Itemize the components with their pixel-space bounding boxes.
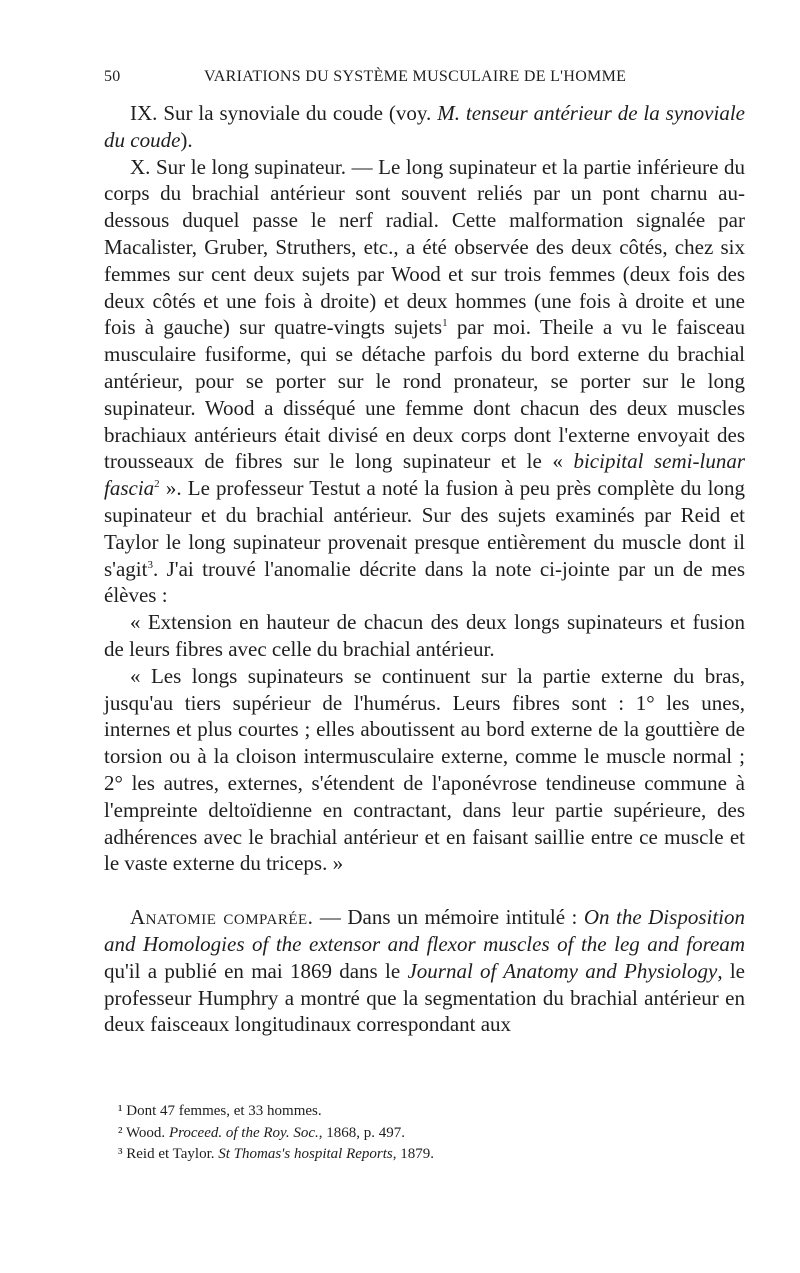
footnote-2: ² Wood. Proceed. of the Roy. Soc., 1868, p. 497. — [118, 1124, 405, 1141]
paragraph-synoviale: IX. Sur la synoviale du coude (voy. M. tenseur antérieur de la synoviale du coude). — [104, 101, 745, 152]
footnotes — [104, 1101, 745, 1166]
running-title: VARIATIONS DU SYSTÈME MUSCULAIRE DE L'HOMME — [204, 68, 627, 85]
quote-extension: « Extension en hauteur de chacun des deux longs supinateurs et fusion de leurs fibres avec celle du brachial antérieur. — [104, 610, 745, 661]
footnote-ref-1: 1 — [442, 317, 448, 330]
footnote-ref-3: 3 — [147, 558, 153, 571]
section-heading: Anatomie comparée. — [130, 905, 314, 930]
paragraph-long-supinateur: X. Sur le long supinateur. — Le long supinateur et la partie inférieure du corps du brachial antérieur sont souvent reliés par un pont charnu au-dessous duquel passe le nerf radial. Cette malformation signalée par Macalister, Gruber, Struthers, etc., a été observée des deux côtés, chez six femmes sur cent deux sujets par Wood et sur trois femmes (deux fois des deux côtés et une fois à droite) et deux hommes (une fois à droite et une fois à gauche) sur quatre-vingts sujets$^1$ par moi. Theile a vu le faisceau musculaire fusiforme, qui se détache parfois du bord externe du brachial antérieur, pour se porter sur le rond pronateur, se porter sur le long supinateur. Wood a disséqué une femme dont chacun des deux muscles brachiaux antérieurs était divisé en deux corps dont l'externe envoyait des trousseaux de fibres sur le long supinateur et le « bicipital semi-lunar fascia$^2$ ». Le professeur Testut a noté la fusion à peu près complète du long supinateur et du brachial antérieur. Sur des sujets examinés par Reid et Taylor le long supinateur provenait presque entièrement du muscle dont il s'agit$^3$. J'ai trouvé l'anomalie décrite dans la note ci-jointe par un de mes élèves : — [104, 154, 745, 608]
footnote-1: ¹ Dont 47 femmes, et 33 hommes. — [118, 1103, 322, 1119]
body-text — [104, 100, 745, 1038]
footnote-3: ³ Reid et Taylor. St Thomas's hospital Reports, 1879. — [118, 1146, 434, 1162]
footnote-ref-2: 2 — [154, 478, 160, 491]
quote-longs-supinateurs: « Les longs supinateurs se continuent sur la partie externe du bras, jusqu'au tiers supérieur de l'humérus. Leurs fibres sont : 1° les unes, internes et plus courtes ; elles aboutissent au bord externe de la gouttière de torsion ou à la cloison intermusculaire externe, comme le muscle normal ; 2° les autres, externes, s'étendent de l'aponévrose tendineuse commune à l'empreinte deltoïdienne en contractant, dans leur partie supérieure, des adhérences avec le brachial antérieur et en faisant saillie entre ce muscle et le vaste externe du triceps. » — [104, 663, 745, 876]
page-header — [104, 68, 744, 92]
page-number: 50 — [104, 68, 121, 85]
paragraph-anatomie-comparee: Anatomie comparée. — Dans un mémoire intitulé : On the Disposition and Homologies of the extensor and flexor muscles of the leg and foream qu'il a publié en mai 1869 dans le Journal of Anatomy and Physiology, le professeur Humphry a montré que la segmentation du brachial antérieur en deux faisceaux longitudinaux correspondant aux — [104, 905, 745, 1037]
